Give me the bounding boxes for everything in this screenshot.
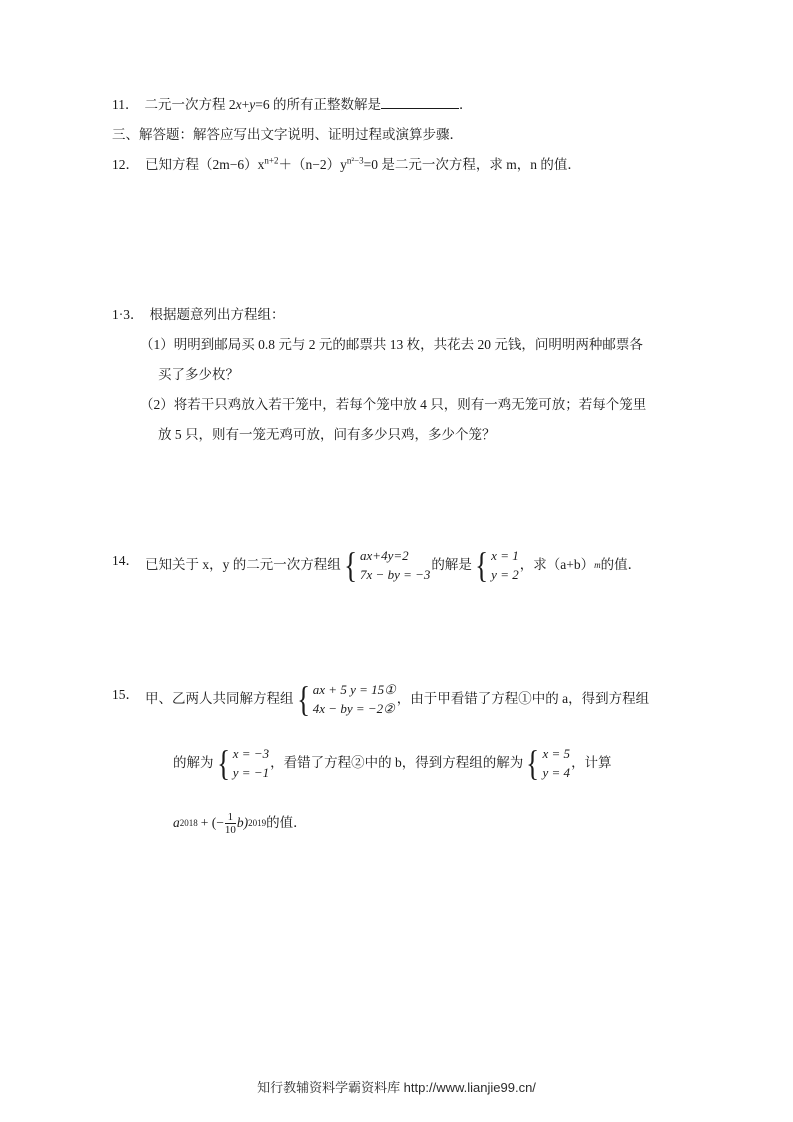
question-15-text-1: 甲、乙两人共同解方程组 — [145, 691, 294, 706]
question-14-label: 14． — [112, 553, 139, 568]
question-15-line-3: a 2018 + (− $\frac{1}{10}$ b) 2019 的值． — [145, 808, 307, 838]
brace-icon: { — [526, 742, 540, 783]
question-15-system-1 — [295, 680, 396, 718]
question-13-item-1: （1）明明到邮局买 0.8 元与 2 元的邮票共 13 枚，共花去 20 元钱，问明明两种邮票各 — [140, 337, 643, 352]
question-15-expr-plus: + (− — [200, 815, 224, 830]
question-15 — [112, 680, 681, 838]
question-14-system-2 — [473, 546, 519, 584]
question-14-body: 已知关于 x，y 的二元一次方程组 { ax+4y=2 7x − by = −3 的解是 { x = 1 y = 2 ，求（a+b） m 的值． — [145, 544, 642, 585]
question-11-var-y: y — [249, 97, 256, 112]
question-14-system-2-row-2: y = 2 — [491, 567, 519, 582]
question-15-system-2-row-2: y = −1 — [232, 765, 270, 780]
question-13-item-2-cont: 放 5 只，则有一笼无鸡可放，问有多少只鸡，多少个笼？ — [158, 427, 496, 442]
question-15-system-1-row-1: ax + 5 y = 15① — [312, 682, 396, 697]
question-14-system-1-row-1: ax+4y=2 — [360, 548, 409, 563]
question-14-text-4: 的值． — [600, 557, 642, 572]
question-13-item-2: （2）将若干只鸡放入若干笼中，若每个笼中放 4 只，则有一鸡无笼可放；若每个笼里 — [140, 397, 647, 412]
question-13 — [112, 300, 681, 330]
question-14-text-1: 已知关于 x，y 的二元一次方程组 — [145, 557, 341, 572]
question-11 — [112, 90, 681, 120]
question-12-tail: =0 是二元一次方程，求 m，n 的值． — [363, 157, 581, 172]
section-heading-3: 三、解答题：解答应写出文字说明、证明过程或演算步骤． — [112, 127, 463, 142]
question-11-text-after: =6 的所有正整数解是 — [255, 97, 381, 112]
question-15-expr-a: a — [173, 815, 180, 830]
question-12-exponent-2: n²−3 — [346, 155, 364, 166]
work-space-13 — [112, 450, 681, 546]
question-11-text-before: 二元一次方程 2 — [144, 97, 236, 112]
question-15-system-3 — [524, 744, 570, 782]
question-14 — [112, 546, 681, 584]
question-15-label: 15． — [112, 687, 139, 702]
question-15-text-4: ，看错了方程②中的 b，得到方程组的解为 — [270, 755, 524, 770]
question-13-item-1-cont: 买了多少枚？ — [158, 367, 239, 382]
question-15-system-3-row-2: y = 4 — [542, 765, 571, 780]
question-12-label: 12． — [112, 157, 139, 172]
answer-blank-11[interactable] — [381, 95, 459, 109]
question-14-text-3: ，求（a+b） — [519, 557, 595, 572]
question-15-expr-b: b) — [236, 815, 249, 830]
brace-icon: { — [475, 544, 489, 585]
question-13-title: 根据题意列出方程组： — [149, 307, 285, 322]
question-15-line-1 — [145, 680, 649, 718]
brace-icon: { — [296, 678, 310, 719]
question-11-label: 11． — [112, 97, 139, 112]
question-15-system-2 — [215, 744, 270, 782]
page-footer: 知行教辅资料学霸资料库 http://www.lianjie99.cn/ — [257, 1080, 536, 1095]
question-15-body — [145, 680, 681, 838]
work-space-12 — [112, 180, 681, 300]
brace-icon: { — [343, 544, 357, 585]
question-15-text-2: ，由于甲看错了方程①中的 a，得到方程组 — [396, 691, 650, 706]
fraction-denominator: 10 — [224, 823, 236, 836]
question-15-expr-tail: 的值． — [266, 815, 307, 830]
question-14-system-2-row-1: x = 1 — [491, 548, 519, 563]
question-11-var-x: x — [235, 97, 242, 112]
question-12-mid: ＋（n−2）y — [278, 157, 347, 172]
question-15-system-1-row-2: 4x − by = −2② — [312, 701, 395, 716]
question-15-text-3: 的解为 — [173, 755, 214, 770]
brace-icon: { — [216, 742, 230, 783]
question-12-text: 已知方程（2m−6）x — [145, 157, 265, 172]
question-11-plus: + — [241, 97, 250, 112]
fraction-numerator: 1 — [227, 810, 234, 823]
question-14-text-2: 的解是 — [431, 557, 472, 572]
question-13-label: 1·3． — [112, 307, 144, 322]
question-15-fraction — [225, 811, 236, 836]
question-12-exponent-1: n+2 — [264, 155, 279, 166]
question-14-system-1-row-2: 7x − by = −3 — [360, 567, 431, 582]
question-15-system-2-row-1: x = −3 — [232, 746, 270, 761]
question-15-system-3-row-1: x = 5 — [542, 746, 571, 761]
question-14-system-1 — [342, 546, 431, 584]
question-12 — [112, 150, 681, 180]
work-space-14 — [112, 584, 681, 680]
question-15-line-2 — [145, 744, 612, 782]
question-15-text-5: ，计算 — [571, 755, 612, 770]
question-11-period: ． — [459, 97, 473, 112]
